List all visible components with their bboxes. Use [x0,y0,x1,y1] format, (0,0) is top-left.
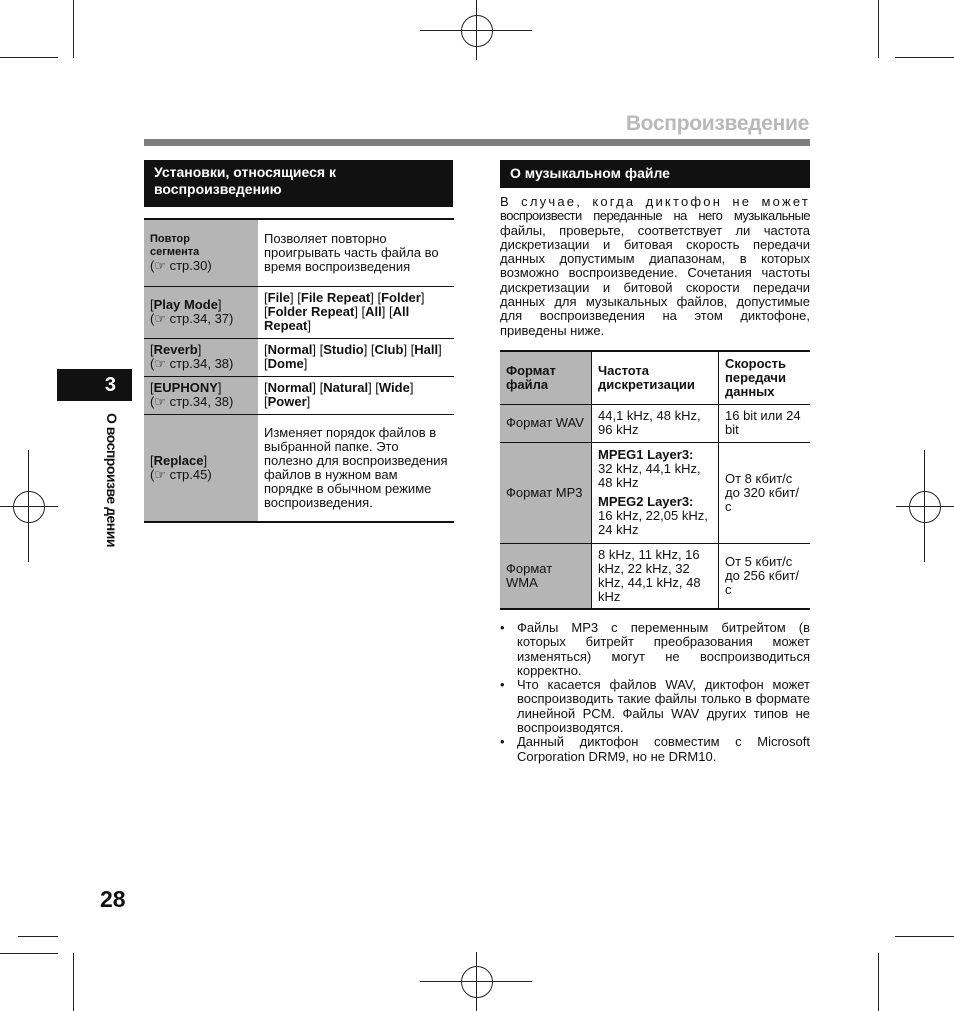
frequency-cell: 44,1 kHz, 48 kHz, 96 kHz [592,404,719,442]
table-row [144,219,454,286]
list-item: • Что касается файлов WAV, диктофон может воспроизводить такие файлы только в формате линейной PCM. Файлы WAV других типов не воспроизводятся. [500,678,810,735]
page-reference: (☞ стр.34, 38) [150,356,234,371]
table-row [144,414,454,522]
left-section-title [144,160,453,207]
setting-name: Play Mode [153,297,218,312]
setting-value: Позволяет повторно проигрывать часть файла во время воспроизведения [264,230,439,274]
layer-label: MPEG2 Layer3: [598,494,694,509]
setting-options: [File] [File Repeat] [Folder] [Folder Repeat] [All] [All Repeat] [264,290,425,333]
column-header: Формат файла [500,351,592,404]
settings-table [144,218,454,523]
table-row [500,404,810,442]
left-title-line2: воспроизведению [154,181,282,197]
layer-label: MPEG1 Layer3: [598,447,694,462]
intro-paragraph [500,195,810,338]
table-row [144,286,454,338]
setting-key [144,219,258,286]
page-reference: (☞ стр.34, 37) [150,311,234,326]
setting-key: [EUPHONY] (☞ стр.34, 38) [144,376,258,414]
intro-line: воспроизвести переданные на него музыкальные [500,208,810,224]
page-reference: (☞ стр.30) [150,257,212,273]
audio-format-table [500,350,810,610]
setting-key: [Replace] (☞ стр.45) [144,414,258,522]
setting-options: [Normal] [Studio] [Club] [Hall] [Dome] [264,342,442,371]
bitrate-cell: От 5 кбит/с до 256 кбит/с [719,543,811,609]
chapter-tab [57,369,132,401]
bitrate-cell: От 8 кбит/с до 320 кбит/с [719,442,811,543]
chapter-side-label: О воспроизве дении [104,413,120,547]
intro-line: файлы, проверьте, соответствует ли частота дискретизации и битовая скорость передачи данных допустимым диапазонам, в которых возможно воспроизведение. Сочетания частоты дискретизации и битовой скорости передачи данных для музыкальных файлов, допустимые для воспроизведения на этом диктофоне, приведены ниже. [500,222,810,338]
layer-frequency: 32 kHz, 44,1 kHz, 48 kHz [598,461,701,490]
bitrate-cell: 16 bit или 24 bit [719,404,811,442]
page-reference: (☞ стр.34, 38) [150,394,234,409]
chapter-number: 3 [104,374,116,396]
setting-name: Повтор сегмента [150,232,200,258]
page-reference: (☞ стр.45) [150,466,212,482]
page-number: 28 [100,886,126,912]
table-row [500,543,810,609]
notes-list [500,621,810,764]
setting-key: [Reverb] (☞ стр.34, 38) [144,338,258,376]
frequency-cell [592,442,719,543]
setting-value: Изменяет порядок файлов в выбранной папке. Это полезно для воспроизведения файлов в нужном вам порядке в обычном режиме воспроизведения. [264,424,448,510]
intro-line: В случае, когда диктофон не может [500,194,810,209]
layer-frequency: 16 kHz, 22,05 kHz, 24 kHz [598,508,708,537]
left-title-line1: Установки, относящиеся к [154,164,336,180]
format-cell: Формат MP3 [500,442,592,543]
table-row [500,442,810,543]
format-cell: Формат WAV [500,404,592,442]
table-row [144,376,454,414]
list-item: • Данный диктофон совместим с Microsoft Corporation DRM9, но не DRM10. [500,735,810,764]
column-header: Скорость передачи данных [719,351,811,404]
page-title: Воспроизведение [625,112,809,135]
setting-name: Replace [153,452,204,468]
setting-name: EUPHONY [153,380,218,395]
list-item: • Файлы MP3 с переменным битрейтом (в которых битрейт преобразования может изменяться) могут не воспроизводиться корректно. [500,621,810,678]
setting-name: Reverb [153,342,198,357]
setting-options: [Normal] [Natural] [Wide] [Power] [264,380,414,409]
table-header-row [500,351,810,404]
column-header: Частота дискретизации [592,351,719,404]
right-section-title: О музыкальном файле [500,160,810,188]
table-row [144,338,454,376]
header-rule [144,139,810,146]
setting-key: [Play Mode] (☞ стр.34, 37) [144,286,258,338]
frequency-cell: 8 kHz, 11 kHz, 16 kHz, 22 kHz, 32 kHz, 44,1 kHz, 48 kHz [592,543,719,609]
format-cell: Формат WMA [500,543,592,609]
